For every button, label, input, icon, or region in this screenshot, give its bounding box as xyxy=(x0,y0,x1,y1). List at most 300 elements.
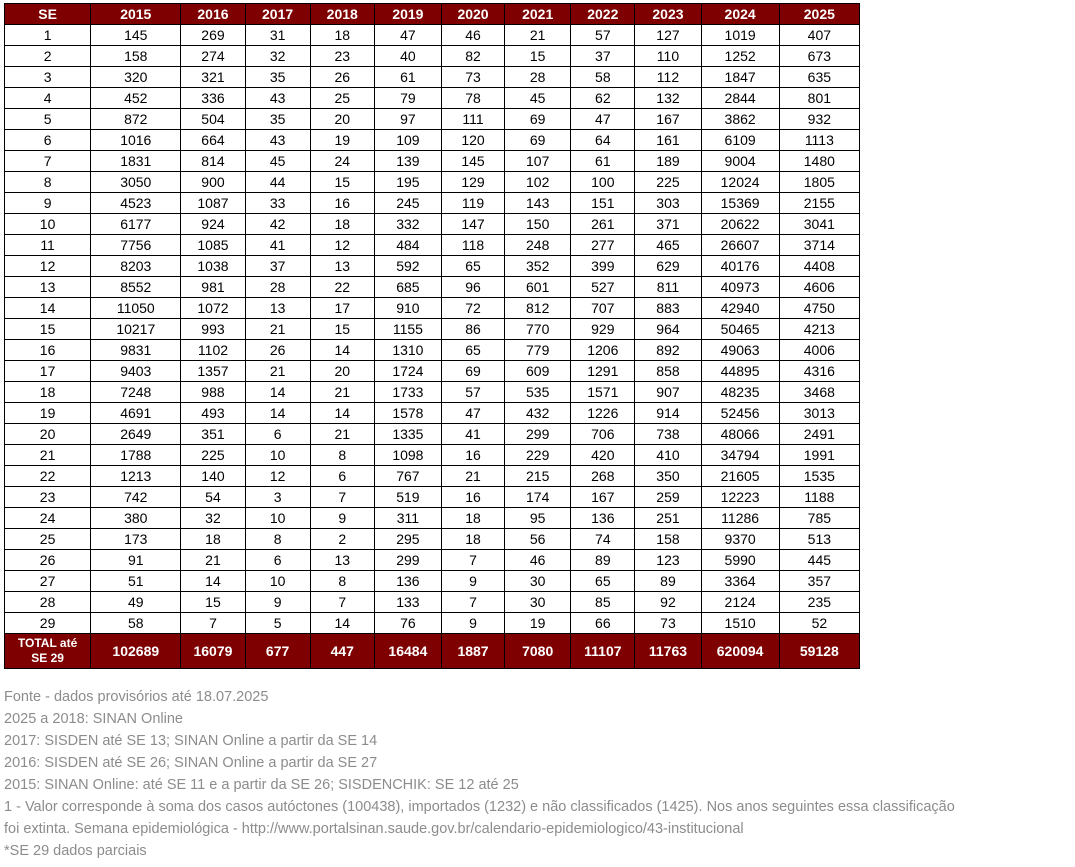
total-label xyxy=(5,634,91,669)
cell-value: 320 xyxy=(91,67,181,88)
cell-value: 1733 xyxy=(374,382,441,403)
cell-value: 20 xyxy=(310,109,374,130)
cell-value: 350 xyxy=(635,466,701,487)
total-value: 7080 xyxy=(505,634,571,669)
table-row xyxy=(5,256,860,277)
table-row xyxy=(5,109,860,130)
cell-value: 13 xyxy=(245,298,310,319)
cell-value: 14 xyxy=(181,571,245,592)
table-row xyxy=(5,151,860,172)
cell-value: 17 xyxy=(310,298,374,319)
cell-value: 993 xyxy=(181,319,245,340)
cell-value: 41 xyxy=(441,424,504,445)
total-value: 16484 xyxy=(374,634,441,669)
cell-value: 76 xyxy=(374,613,441,634)
cell-value: 40 xyxy=(374,46,441,67)
cases-table xyxy=(4,3,860,669)
cell-value: 18 xyxy=(441,508,504,529)
cell-value: 351 xyxy=(181,424,245,445)
cell-value: 21 xyxy=(310,382,374,403)
cell-value: 215 xyxy=(505,466,571,487)
cell-value: 82 xyxy=(441,46,504,67)
cell-value: 119 xyxy=(441,193,504,214)
cell-value: 1113 xyxy=(779,130,859,151)
cell-value: 139 xyxy=(374,151,441,172)
cell-value: 380 xyxy=(91,508,181,529)
cell-value: 1019 xyxy=(701,25,779,46)
cell-value: 6 xyxy=(245,424,310,445)
cell-value: 136 xyxy=(571,508,635,529)
cell-week: 24 xyxy=(5,508,91,529)
cell-value: 311 xyxy=(374,508,441,529)
cell-week: 22 xyxy=(5,466,91,487)
cell-week: 27 xyxy=(5,571,91,592)
cell-value: 629 xyxy=(635,256,701,277)
cell-value: 37 xyxy=(245,256,310,277)
cell-value: 66 xyxy=(571,613,635,634)
total-value: 11763 xyxy=(635,634,701,669)
cell-value: 65 xyxy=(571,571,635,592)
cell-value: 21 xyxy=(310,424,374,445)
cell-value: 21605 xyxy=(701,466,779,487)
cell-value: 932 xyxy=(779,109,859,130)
cell-value: 33 xyxy=(245,193,310,214)
cell-value: 1155 xyxy=(374,319,441,340)
cell-value: 189 xyxy=(635,151,701,172)
cell-value: 706 xyxy=(571,424,635,445)
cell-value: 110 xyxy=(635,46,701,67)
cell-value: 3013 xyxy=(779,403,859,424)
cell-value: 12024 xyxy=(701,172,779,193)
total-value: 677 xyxy=(245,634,310,669)
cell-value: 57 xyxy=(441,382,504,403)
cell-value: 69 xyxy=(505,130,571,151)
table-row xyxy=(5,361,860,382)
cell-value: 9831 xyxy=(91,340,181,361)
cell-value: 742 xyxy=(91,487,181,508)
cell-value: 248 xyxy=(505,235,571,256)
cell-week: 3 xyxy=(5,67,91,88)
cell-value: 4750 xyxy=(779,298,859,319)
table-row xyxy=(5,214,860,235)
cell-value: 5 xyxy=(245,613,310,634)
header-year: 2019 xyxy=(374,4,441,25)
cell-value: 872 xyxy=(91,109,181,130)
total-value: 447 xyxy=(310,634,374,669)
cell-value: 7756 xyxy=(91,235,181,256)
cell-value: 24 xyxy=(310,151,374,172)
cell-value: 45 xyxy=(245,151,310,172)
cell-value: 261 xyxy=(571,214,635,235)
cell-value: 21 xyxy=(181,550,245,571)
cell-value: 924 xyxy=(181,214,245,235)
cell-value: 50465 xyxy=(701,319,779,340)
cell-value: 907 xyxy=(635,382,701,403)
cell-week: 16 xyxy=(5,340,91,361)
cell-week: 15 xyxy=(5,319,91,340)
cell-value: 707 xyxy=(571,298,635,319)
cell-value: 129 xyxy=(441,172,504,193)
cell-value: 4523 xyxy=(91,193,181,214)
cell-value: 40973 xyxy=(701,277,779,298)
cell-week: 4 xyxy=(5,88,91,109)
cell-value: 32 xyxy=(181,508,245,529)
cell-value: 3041 xyxy=(779,214,859,235)
cell-value: 235 xyxy=(779,592,859,613)
cell-value: 28 xyxy=(505,67,571,88)
cell-value: 96 xyxy=(441,277,504,298)
cell-value: 1578 xyxy=(374,403,441,424)
cell-value: 445 xyxy=(779,550,859,571)
cell-value: 46 xyxy=(505,550,571,571)
cell-value: 6177 xyxy=(91,214,181,235)
total-row xyxy=(5,634,860,669)
cell-value: 2844 xyxy=(701,88,779,109)
cell-value: 277 xyxy=(571,235,635,256)
cell-value: 601 xyxy=(505,277,571,298)
cell-value: 195 xyxy=(374,172,441,193)
cell-value: 65 xyxy=(441,256,504,277)
cell-value: 399 xyxy=(571,256,635,277)
cell-value: 15369 xyxy=(701,193,779,214)
cell-value: 527 xyxy=(571,277,635,298)
cell-value: 299 xyxy=(505,424,571,445)
cell-value: 52 xyxy=(779,613,859,634)
cell-value: 14 xyxy=(310,403,374,424)
cell-value: 91 xyxy=(91,550,181,571)
cell-value: 167 xyxy=(571,487,635,508)
table-row xyxy=(5,529,860,550)
cell-value: 143 xyxy=(505,193,571,214)
table-row xyxy=(5,319,860,340)
header-year: 2021 xyxy=(505,4,571,25)
cell-value: 92 xyxy=(635,592,701,613)
cell-value: 18 xyxy=(441,529,504,550)
cell-value: 62 xyxy=(571,88,635,109)
cell-value: 7248 xyxy=(91,382,181,403)
cell-value: 74 xyxy=(571,529,635,550)
cell-value: 174 xyxy=(505,487,571,508)
cell-value: 12 xyxy=(310,235,374,256)
cell-week: 5 xyxy=(5,109,91,130)
cell-value: 48235 xyxy=(701,382,779,403)
cell-value: 493 xyxy=(181,403,245,424)
table-row xyxy=(5,487,860,508)
table-row xyxy=(5,424,860,445)
cell-value: 812 xyxy=(505,298,571,319)
cell-value: 7 xyxy=(310,487,374,508)
cell-value: 133 xyxy=(374,592,441,613)
cell-value: 18 xyxy=(181,529,245,550)
cell-value: 37 xyxy=(571,46,635,67)
cell-value: 321 xyxy=(181,67,245,88)
cell-value: 9004 xyxy=(701,151,779,172)
cell-value: 127 xyxy=(635,25,701,46)
header-year: 2018 xyxy=(310,4,374,25)
cell-value: 259 xyxy=(635,487,701,508)
total-value: 620094 xyxy=(701,634,779,669)
cell-value: 10217 xyxy=(91,319,181,340)
cell-value: 167 xyxy=(635,109,701,130)
cell-value: 357 xyxy=(779,571,859,592)
cell-value: 504 xyxy=(181,109,245,130)
cell-value: 132 xyxy=(635,88,701,109)
header-row xyxy=(5,4,860,25)
total-label-line2: SE 29 xyxy=(31,651,64,665)
cell-value: 161 xyxy=(635,130,701,151)
note-classification: 1 - Valor corresponde à soma dos casos autóctones (100438), importados (1232) e não classificados (1425). Nos anos seguintes essa classificação xyxy=(4,799,955,815)
cell-value: 299 xyxy=(374,550,441,571)
cell-value: 145 xyxy=(441,151,504,172)
cell-week: 11 xyxy=(5,235,91,256)
cell-value: 981 xyxy=(181,277,245,298)
header-year: 2024 xyxy=(701,4,779,25)
cell-value: 407 xyxy=(779,25,859,46)
total-label-line1: TOTAL até xyxy=(17,636,78,650)
cell-value: 858 xyxy=(635,361,701,382)
cell-value: 1571 xyxy=(571,382,635,403)
cell-value: 150 xyxy=(505,214,571,235)
cell-value: 1226 xyxy=(571,403,635,424)
cell-value: 44 xyxy=(245,172,310,193)
cell-value: 6 xyxy=(245,550,310,571)
cell-value: 1038 xyxy=(181,256,245,277)
table-row xyxy=(5,67,860,88)
cell-value: 58 xyxy=(571,67,635,88)
cell-value: 26 xyxy=(310,67,374,88)
cell-value: 118 xyxy=(441,235,504,256)
cell-value: 123 xyxy=(635,550,701,571)
cell-value: 3050 xyxy=(91,172,181,193)
cell-value: 42940 xyxy=(701,298,779,319)
cell-value: 635 xyxy=(779,67,859,88)
cell-value: 352 xyxy=(505,256,571,277)
cell-value: 465 xyxy=(635,235,701,256)
table-body xyxy=(5,25,860,634)
cell-value: 1724 xyxy=(374,361,441,382)
header-year: 2015 xyxy=(91,4,181,25)
cell-value: 892 xyxy=(635,340,701,361)
cell-value: 44895 xyxy=(701,361,779,382)
cell-week: 2 xyxy=(5,46,91,67)
cell-value: 609 xyxy=(505,361,571,382)
cell-value: 107 xyxy=(505,151,571,172)
table-row xyxy=(5,550,860,571)
cell-value: 592 xyxy=(374,256,441,277)
cell-value: 158 xyxy=(635,529,701,550)
cell-value: 47 xyxy=(571,109,635,130)
cell-week: 28 xyxy=(5,592,91,613)
cell-value: 484 xyxy=(374,235,441,256)
cell-value: 26607 xyxy=(701,235,779,256)
cell-value: 21 xyxy=(441,466,504,487)
cell-value: 58 xyxy=(91,613,181,634)
cell-value: 1991 xyxy=(779,445,859,466)
cell-value: 2124 xyxy=(701,592,779,613)
note-2015: 2015: SINAN Online: até SE 11 e a partir da SE 26; SISDENCHIK: SE 12 até 25 xyxy=(4,777,519,793)
cell-value: 4316 xyxy=(779,361,859,382)
table-row xyxy=(5,445,860,466)
cell-value: 14 xyxy=(245,382,310,403)
cell-value: 914 xyxy=(635,403,701,424)
cell-value: 8203 xyxy=(91,256,181,277)
table-row xyxy=(5,340,860,361)
note-epi-week: foi extinta. Semana epidemiológica - http://www.portalsinan.saude.gov.br/calendario-epidemiologico/43-institucional xyxy=(4,821,744,837)
table-row xyxy=(5,466,860,487)
cell-week: 26 xyxy=(5,550,91,571)
cell-value: 274 xyxy=(181,46,245,67)
cell-value: 14 xyxy=(310,613,374,634)
cell-value: 11286 xyxy=(701,508,779,529)
cell-value: 15 xyxy=(310,319,374,340)
cell-value: 111 xyxy=(441,109,504,130)
cell-week: 12 xyxy=(5,256,91,277)
note-2017: 2017: SISDEN até SE 13; SINAN Online a partir da SE 14 xyxy=(4,733,378,749)
cell-value: 513 xyxy=(779,529,859,550)
cell-value: 57 xyxy=(571,25,635,46)
cell-value: 47 xyxy=(441,403,504,424)
cell-value: 49 xyxy=(91,592,181,613)
cell-value: 303 xyxy=(635,193,701,214)
cell-value: 1805 xyxy=(779,172,859,193)
cell-value: 11050 xyxy=(91,298,181,319)
cell-week: 14 xyxy=(5,298,91,319)
cell-value: 41 xyxy=(245,235,310,256)
cell-value: 21 xyxy=(505,25,571,46)
cell-value: 664 xyxy=(181,130,245,151)
cell-value: 4408 xyxy=(779,256,859,277)
cell-value: 40176 xyxy=(701,256,779,277)
cell-value: 883 xyxy=(635,298,701,319)
cell-value: 18 xyxy=(310,214,374,235)
cell-value: 52456 xyxy=(701,403,779,424)
cell-value: 738 xyxy=(635,424,701,445)
cell-value: 410 xyxy=(635,445,701,466)
cell-value: 770 xyxy=(505,319,571,340)
cell-value: 2155 xyxy=(779,193,859,214)
cell-value: 43 xyxy=(245,130,310,151)
cell-value: 147 xyxy=(441,214,504,235)
table-row xyxy=(5,130,860,151)
cell-value: 10 xyxy=(245,508,310,529)
cell-value: 1510 xyxy=(701,613,779,634)
cell-value: 1072 xyxy=(181,298,245,319)
cell-value: 78 xyxy=(441,88,504,109)
cell-week: 13 xyxy=(5,277,91,298)
cell-week: 25 xyxy=(5,529,91,550)
cell-value: 535 xyxy=(505,382,571,403)
cell-value: 1016 xyxy=(91,130,181,151)
cell-value: 964 xyxy=(635,319,701,340)
cell-value: 1357 xyxy=(181,361,245,382)
cell-value: 295 xyxy=(374,529,441,550)
cell-value: 1788 xyxy=(91,445,181,466)
cell-value: 336 xyxy=(181,88,245,109)
cell-value: 4691 xyxy=(91,403,181,424)
cell-value: 136 xyxy=(374,571,441,592)
cell-week: 17 xyxy=(5,361,91,382)
total-value: 59128 xyxy=(779,634,859,669)
cell-value: 2649 xyxy=(91,424,181,445)
cell-value: 21 xyxy=(245,319,310,340)
cell-value: 89 xyxy=(635,571,701,592)
footnotes xyxy=(4,686,1075,862)
cell-value: 30 xyxy=(505,592,571,613)
note-source: Fonte - dados provisórios até 18.07.2025 xyxy=(4,689,269,705)
cell-value: 1213 xyxy=(91,466,181,487)
note-2025-2018: 2025 a 2018: SINAN Online xyxy=(4,711,183,727)
cell-value: 14 xyxy=(310,340,374,361)
cell-value: 785 xyxy=(779,508,859,529)
cell-week: 23 xyxy=(5,487,91,508)
header-year: 2020 xyxy=(441,4,504,25)
cell-value: 1310 xyxy=(374,340,441,361)
cell-value: 1087 xyxy=(181,193,245,214)
cell-value: 85 xyxy=(571,592,635,613)
cell-value: 8552 xyxy=(91,277,181,298)
cell-value: 69 xyxy=(441,361,504,382)
cell-value: 95 xyxy=(505,508,571,529)
total-value: 16079 xyxy=(181,634,245,669)
cell-value: 1098 xyxy=(374,445,441,466)
cell-value: 332 xyxy=(374,214,441,235)
cell-week: 7 xyxy=(5,151,91,172)
cell-value: 49063 xyxy=(701,340,779,361)
cell-value: 1102 xyxy=(181,340,245,361)
table-row xyxy=(5,277,860,298)
cell-value: 20 xyxy=(310,361,374,382)
table-row xyxy=(5,46,860,67)
cell-value: 371 xyxy=(635,214,701,235)
cell-value: 15 xyxy=(310,172,374,193)
cell-value: 9 xyxy=(310,508,374,529)
cell-value: 245 xyxy=(374,193,441,214)
table-row xyxy=(5,25,860,46)
cell-value: 12223 xyxy=(701,487,779,508)
cell-value: 1206 xyxy=(571,340,635,361)
cell-value: 45 xyxy=(505,88,571,109)
cell-value: 16 xyxy=(310,193,374,214)
cell-value: 8 xyxy=(310,445,374,466)
cell-value: 779 xyxy=(505,340,571,361)
table-row xyxy=(5,235,860,256)
table-row xyxy=(5,592,860,613)
cell-value: 9370 xyxy=(701,529,779,550)
header-year: 2017 xyxy=(245,4,310,25)
table-row xyxy=(5,403,860,424)
cell-value: 900 xyxy=(181,172,245,193)
cell-value: 21 xyxy=(245,361,310,382)
header-year: 2023 xyxy=(635,4,701,25)
header-year: 2022 xyxy=(571,4,635,25)
cell-value: 102 xyxy=(505,172,571,193)
cell-value: 1188 xyxy=(779,487,859,508)
note-partial: *SE 29 dados parciais xyxy=(4,843,147,859)
cell-value: 15 xyxy=(505,46,571,67)
table-row xyxy=(5,613,860,634)
cell-value: 61 xyxy=(571,151,635,172)
cell-week: 21 xyxy=(5,445,91,466)
cell-value: 2491 xyxy=(779,424,859,445)
cell-value: 112 xyxy=(635,67,701,88)
cell-value: 13 xyxy=(310,256,374,277)
cell-week: 19 xyxy=(5,403,91,424)
cell-value: 225 xyxy=(635,172,701,193)
cell-value: 35 xyxy=(245,109,310,130)
cell-value: 929 xyxy=(571,319,635,340)
cell-value: 25 xyxy=(310,88,374,109)
cell-value: 1085 xyxy=(181,235,245,256)
